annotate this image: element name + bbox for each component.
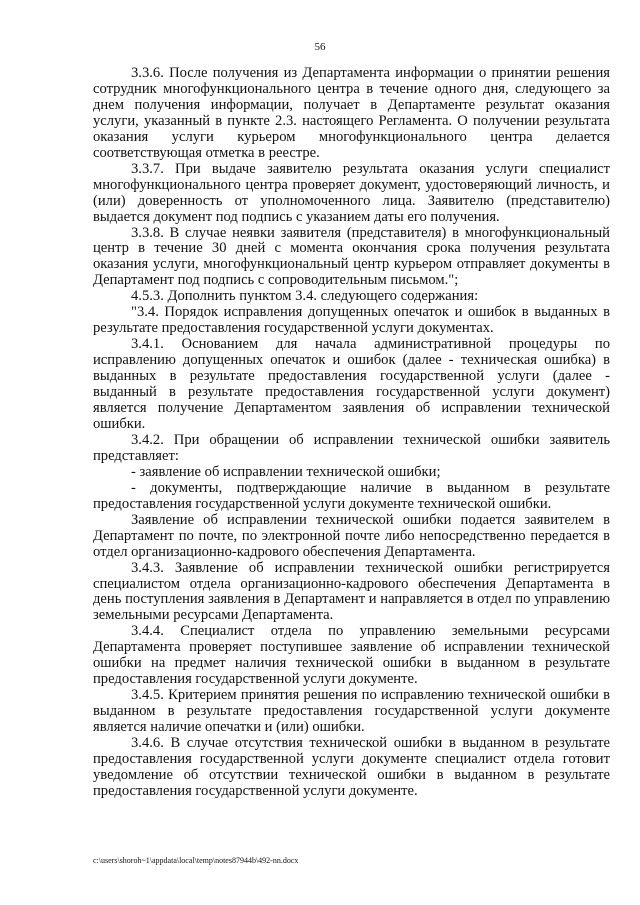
footer-file-path: c:\users\shoroh~1\appdata\local\temp\notes87944b\492-nn.docx	[93, 856, 299, 865]
page-number: 56	[314, 41, 326, 53]
document-body	[93, 66, 610, 800]
paragraph-3-3-8: 3.3.8. В случае неявки заявителя (представителя) в многофункциональный центр в течение 30 дней с момента окончания срока получения результата оказания услуги, многофункциональный центр курьером отправляет документы в Департамент под подпись с сопроводительным письмом.";	[93, 224, 610, 289]
paragraph-3-4-3: 3.4.3. Заявление об исправлении технической ошибки регистрируется специалистом отдела организационно-кадрового обеспечения Департамента в день поступления заявления в Департамент и направляется в отдел по управлению земельными ресурсами Департамента.	[93, 559, 610, 624]
paragraph-3-3-6: 3.3.6. После получения из Департамента информации о принятии решения сотрудник многофункционального центра в течение одного дня, следующего за днем получения информации, получает в Департаменте результат оказания услуги, указанный в пункте 2.3. настоящего Регламента. О получении результата оказания услуги курьером многофункционального центра делается соответствующая отметка в реестре.	[93, 65, 610, 161]
paragraph-3-3-7: 3.3.7. При выдаче заявителю результата оказания услуги специалист многофункционального центра проверяет документ, удостоверяющий личность, и (или) доверенность от уполномоченного лица. Заявителю (представителю) выдается документ под подпись с указанием даты его получения.	[93, 160, 610, 225]
paragraph-4-5-3: 4.5.3. Дополнить пунктом 3.4. следующего содержания:	[131, 288, 479, 305]
paragraph-3-4-4: 3.4.4. Специалист отдела по управлению земельными ресурсами Департамента проверяет поступившее заявление об исправлении технической ошибки на предмет наличия технической ошибки в выданном в результате предоставления государственной услуги документе.	[93, 623, 610, 688]
list-item-documents: - документы, подтверждающие наличие в выданном в результате предоставления государственной услуги документе технической ошибки.	[93, 479, 610, 512]
paragraph-3-4-2: 3.4.2. При обращении об исправлении технической ошибки заявитель представляет:	[93, 431, 610, 464]
paragraph-3-4-6: 3.4.6. В случае отсутствия технической ошибки в выданном в результате предоставления государственной услуги документе специалист отдела готовит уведомление об отсутствии технической ошибки в выданном в результате предоставления государственной услуги документе.	[93, 735, 610, 799]
paragraph-3-4-1: 3.4.1. Основанием для начала административной процедуры по исправлению допущенных опечаток и ошибок (далее - техническая ошибка) в выданных в результате предоставления государственной услуги (далее - выданный в результате предоставления государственной услуги документ) является получение Департаментом заявления об исправлении технической ошибки.	[93, 336, 610, 432]
list-item-application: - заявление об исправлении технической ошибки;	[131, 463, 441, 480]
paragraph-3-4-heading: "3.4. Порядок исправления допущенных опечаток и ошибок в выданных в результате предоставления государственной услуги документах.	[93, 304, 610, 337]
paragraph-3-4-5: 3.4.5. Критерием принятия решения по исправлению технической ошибки в выданном в результате предоставления государственной услуги документе является наличие опечатки и (или) ошибки.	[93, 687, 610, 736]
paragraph-submission: Заявление об исправлении технической ошибки подается заявителем в Департамент по почте, по электронной почте либо непосредственно передается в отдел организационно-кадрового обеспечения Департамента.	[93, 511, 610, 560]
